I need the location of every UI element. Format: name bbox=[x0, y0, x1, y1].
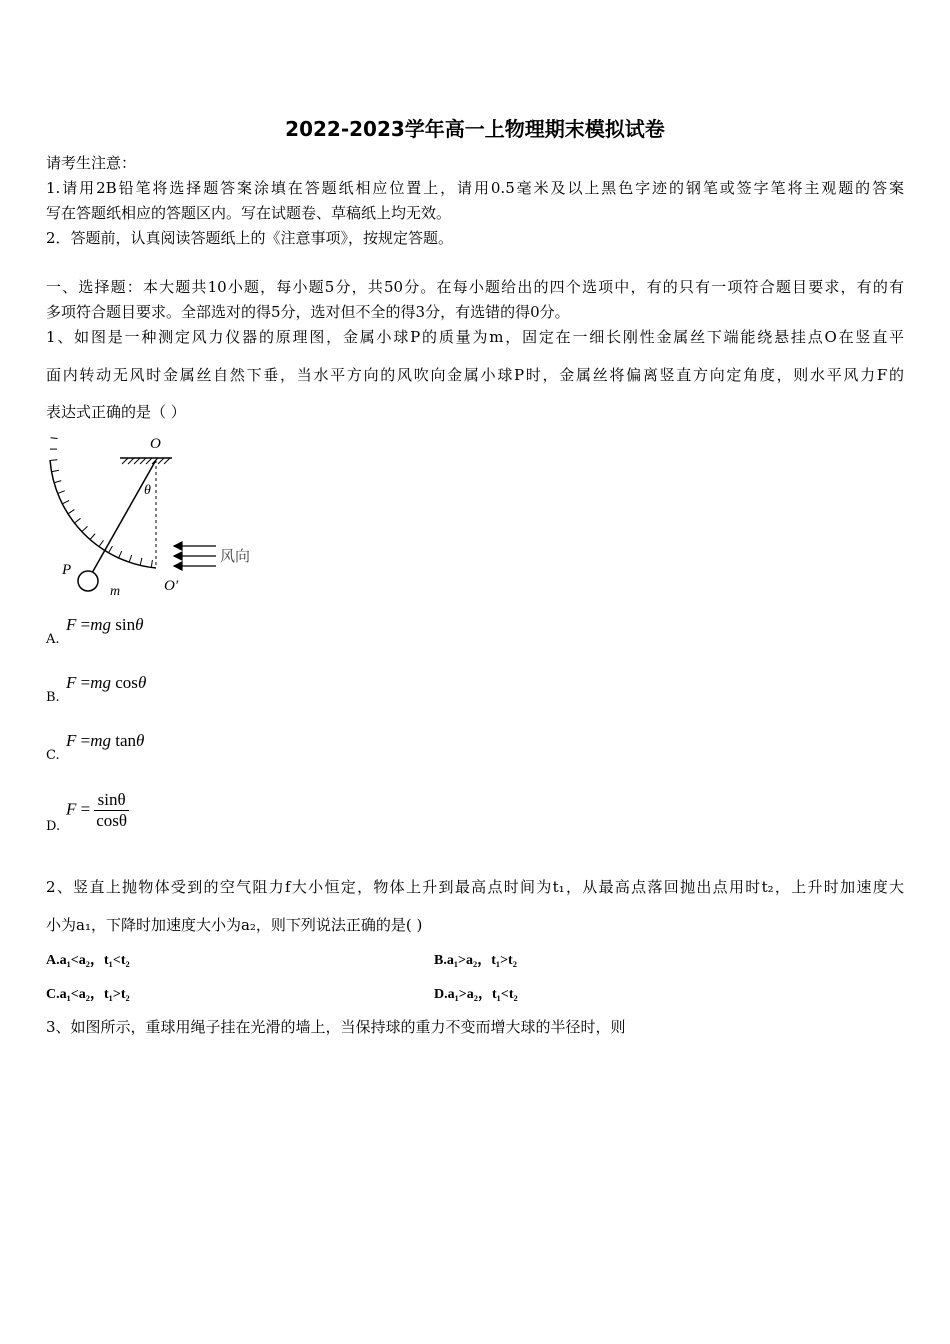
arc-tick bbox=[151, 560, 152, 567]
formula-var: θ bbox=[136, 731, 145, 750]
formula-rhs: mg bbox=[90, 673, 112, 692]
arc-tick bbox=[119, 551, 122, 557]
notice-item-1-line-2: 写在答题纸相应的答题区内。写在试题卷、草稿纸上均无效。 bbox=[46, 204, 452, 222]
metal-wire bbox=[92, 460, 156, 573]
formula-rhs: mg bbox=[90, 731, 112, 750]
formula-var: θ bbox=[137, 673, 147, 692]
label-o: O bbox=[150, 436, 161, 452]
ball-p bbox=[78, 571, 98, 591]
label-theta: θ bbox=[144, 483, 151, 498]
q1-option-d-letter: D. bbox=[46, 819, 61, 834]
q1-stem-line-2: 面内转动无风时金属丝自然下垂，当水平方向的风吹向金属小球P时，金属丝将偏离竖直方向定角度，则水平风力F的 bbox=[46, 366, 904, 384]
q3-stem-line-1: 3、如图所示，重球用绳子挂在光滑的墙上，当保持球的重力不变而增大球的半径时，则 bbox=[46, 1018, 626, 1036]
arc-tick bbox=[63, 500, 69, 503]
fraction bbox=[94, 790, 129, 831]
formula-lhs: F bbox=[66, 673, 77, 692]
notice-item-2: 2．答题前，认真阅读答题纸上的《注意事项》，按规定答题。 bbox=[46, 229, 454, 247]
arc-tick bbox=[140, 558, 142, 565]
arc-tick bbox=[51, 438, 58, 439]
arc-tick bbox=[52, 470, 59, 471]
arc-tick bbox=[55, 481, 62, 483]
arc-tick bbox=[51, 460, 58, 461]
arc-tick bbox=[69, 510, 75, 514]
label-p: P bbox=[62, 562, 72, 578]
fraction-numerator: sinθ bbox=[94, 790, 129, 811]
formula-fn: cos bbox=[115, 673, 138, 692]
q1-option-a-formula[interactable]: F =mg sinθ bbox=[66, 615, 144, 634]
q1-option-a-letter: A. bbox=[46, 632, 60, 647]
label-wind: 风向 bbox=[220, 547, 251, 565]
q1-option-c-formula[interactable]: F =mg tanθ bbox=[66, 731, 145, 750]
formula-lhs: F bbox=[66, 615, 77, 634]
q1-figure bbox=[40, 430, 280, 600]
formula-var: θ bbox=[135, 615, 144, 634]
q2-choice-b[interactable]: B.a₁>a₂，t₁>t₂ bbox=[434, 953, 517, 968]
q2-choice-d[interactable]: D.a₁>a₂，t₁<t₂ bbox=[434, 987, 518, 1002]
q1-stem-line-3: 表达式正确的是（ ） bbox=[46, 403, 186, 421]
wind-arrows bbox=[174, 542, 216, 570]
q1-option-c-letter: C. bbox=[46, 748, 60, 763]
arc-tick bbox=[129, 555, 131, 562]
q2-stem-line-2: 小为a₁，下降时加速度大小为a₂，则下列说法正确的是( ) bbox=[46, 916, 423, 934]
formula-rhs: mg bbox=[90, 615, 112, 634]
notice-heading: 请考生注意： bbox=[46, 154, 137, 172]
formula-fn: tan bbox=[115, 731, 137, 750]
arc-tick bbox=[109, 546, 113, 552]
formula-lhs: F bbox=[66, 799, 77, 819]
q1-option-d-formula[interactable]: F = $\frac{\sin\theta}{\cos\theta}$ bbox=[66, 790, 128, 830]
section1-intro-line-2: 多项符合题目要求。全部选对的得5分，选对但不全的得3分，有选错的得0分。 bbox=[46, 303, 570, 321]
arc-scale bbox=[50, 460, 156, 568]
q2-choice-c[interactable]: C.a₁<a₂，t₁>t₂ bbox=[46, 987, 130, 1002]
label-o-prime: O′ bbox=[164, 578, 179, 594]
q2-stem-line-1: 2、竖直上抛物体受到的空气阻力f大小恒定，物体上升到最高点时间为t₁，从最高点落回抛出点用时t₂，上升时加速度大 bbox=[46, 878, 904, 896]
page-title: 2022-2023学年高一上物理期末模拟试卷 bbox=[285, 117, 665, 141]
notice-item-1-line-1: 1.请用2B铅笔将选择题答案涂填在答题纸相应位置上，请用0.5毫米及以上黑色字迹的钢笔或签字笔将主观题的答案 bbox=[46, 179, 904, 197]
q2-choice-a[interactable]: A.a₁<a₂，t₁<t₂ bbox=[46, 953, 130, 968]
fraction-denominator: cosθ bbox=[96, 811, 128, 830]
arc-tick bbox=[91, 534, 96, 539]
label-m: m bbox=[110, 584, 121, 599]
formula-lhs: F bbox=[66, 731, 77, 750]
arc-tick bbox=[75, 518, 81, 522]
arc-tick bbox=[99, 540, 103, 546]
ceiling-hatch bbox=[122, 458, 170, 464]
arc-tick bbox=[58, 491, 64, 494]
formula-fn: sin bbox=[115, 615, 136, 634]
arc-tick bbox=[82, 526, 87, 531]
q1-option-b-letter: B. bbox=[46, 690, 60, 705]
q1-option-b-formula[interactable]: F =mg cosθ bbox=[66, 673, 147, 692]
section1-intro-line-1: 一、选择题：本大题共10小题，每小题5分，共50分。在每小题给出的四个选项中，有的只有一项符合题目要求，有的有 bbox=[46, 278, 904, 296]
q1-stem-line-1: 1、如图是一种测定风力仪器的原理图，金属小球P的质量为m，固定在一细长刚性金属丝下端能绕悬挂点O在竖直平 bbox=[46, 328, 904, 346]
